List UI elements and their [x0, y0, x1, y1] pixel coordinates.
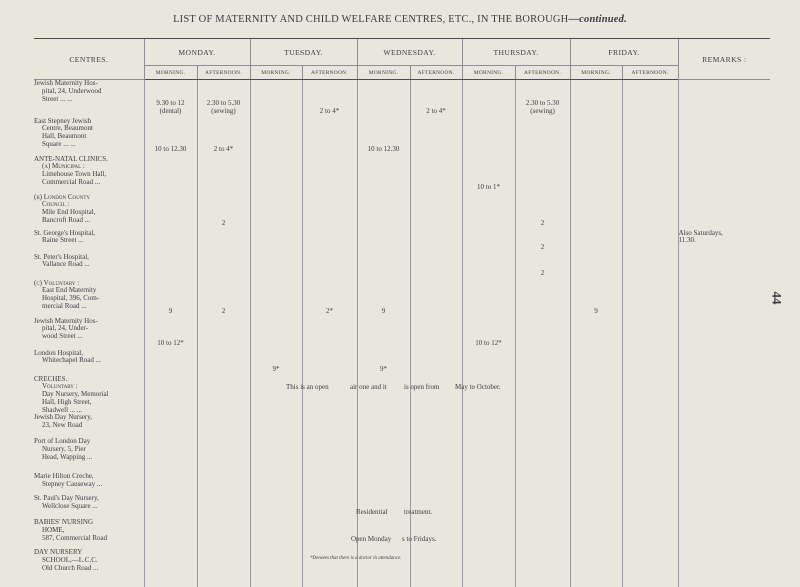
- session-cell: [144, 156, 197, 194]
- table-row: [34, 438, 770, 473]
- session-cell: [570, 80, 622, 118]
- centre-line: (b) London County: [34, 194, 144, 202]
- centre-name: [34, 414, 144, 438]
- session-cell: [197, 318, 250, 350]
- table-row: [34, 350, 770, 376]
- remark-cell: [678, 80, 770, 118]
- session-cell: [144, 549, 197, 587]
- session-cell: [357, 254, 410, 280]
- header-afternoon: AFTERNOON.: [622, 66, 678, 80]
- session-cell: [462, 118, 515, 156]
- title-text: LIST OF MATERNITY AND CHILD WELFARE CENTRES, ETC., IN THE BOROUGH: [173, 14, 568, 25]
- table-row: [34, 280, 770, 318]
- session-cell: [570, 495, 622, 519]
- centre-line: Street ... ...: [34, 96, 144, 104]
- centre-line: Raine Street ...: [34, 237, 144, 245]
- remark-cell: [678, 519, 770, 549]
- session-cell: [357, 194, 410, 230]
- centre-name: [34, 194, 144, 230]
- session-cell: [622, 194, 678, 230]
- session-cell: [250, 280, 302, 318]
- centre-line: (a) Municipal :: [34, 163, 144, 171]
- header-afternoon: AFTERNOON.: [302, 66, 357, 80]
- session-cell: 2: [197, 194, 250, 230]
- session-cell: [515, 376, 570, 415]
- session-cell: [357, 473, 410, 495]
- session-cell: [302, 438, 357, 473]
- table-row: [34, 156, 770, 194]
- session-cell: 2: [515, 194, 570, 230]
- session-cell: [570, 194, 622, 230]
- centre-line: ANTE-NATAL CLINICS.: [34, 156, 144, 164]
- centre-line: SCHOOL,—L.C.C.: [34, 557, 144, 565]
- centre-line: Hospital, 396, Com-: [34, 295, 144, 303]
- session-cell: [515, 414, 570, 438]
- centre-name: [34, 495, 144, 519]
- centre-line: St. Peter's Hospital,: [34, 254, 144, 262]
- remark-cell: [678, 280, 770, 318]
- session-cell: 2 to 4*: [302, 80, 357, 118]
- session-cell: [197, 376, 250, 415]
- table-row: [34, 230, 770, 254]
- centre-line: Marie Hilton Creche,: [34, 473, 144, 481]
- babies-note-1: Residential: [356, 508, 388, 516]
- session-cell: [197, 438, 250, 473]
- remark-cell: [678, 473, 770, 495]
- session-cell: [250, 318, 302, 350]
- centre-line: mercial Road ...: [34, 303, 144, 311]
- session-cell: [410, 473, 462, 495]
- session-cell: [250, 519, 302, 549]
- session-cell: [357, 230, 410, 254]
- session-cell: 2: [515, 230, 570, 254]
- session-cell: [622, 438, 678, 473]
- session-cell: [622, 495, 678, 519]
- dayschool-note-1: Open Monday: [351, 535, 391, 543]
- table-row: [34, 376, 770, 415]
- session-cell: 9: [144, 280, 197, 318]
- session-cell: [622, 519, 678, 549]
- remark-cell: [678, 376, 770, 415]
- centre-line: Head, Wapping ...: [34, 454, 144, 462]
- session-cell: 9*: [250, 350, 302, 376]
- centre-name: [34, 230, 144, 254]
- session-cell: [144, 438, 197, 473]
- centre-line: East End Maternity: [34, 287, 144, 295]
- centre-line: Wellclose Square ...: [34, 503, 144, 511]
- page-title: [0, 14, 800, 25]
- centre-line: Bancroft Road ...: [34, 217, 144, 225]
- centre-line: 587, Commercial Road: [34, 535, 144, 543]
- centre-line: London Hospital,: [34, 350, 144, 358]
- session-cell: [622, 318, 678, 350]
- centre-name: [34, 519, 144, 549]
- session-cell: [410, 438, 462, 473]
- remark-cell: [678, 438, 770, 473]
- session-cell: [302, 156, 357, 194]
- session-cell: [250, 118, 302, 156]
- header-morning: MORNING.: [250, 66, 302, 80]
- session-cell: [515, 473, 570, 495]
- session-cell: [462, 549, 515, 587]
- session-cell: [250, 376, 302, 415]
- session-cell: [622, 549, 678, 587]
- table-row: [34, 318, 770, 350]
- session-cell: [462, 80, 515, 118]
- session-cell: [410, 156, 462, 194]
- remark-cell: [678, 318, 770, 350]
- centre-line: Limehouse Town Hall,: [34, 171, 144, 179]
- session-cell: 9: [570, 280, 622, 318]
- session-cell: [515, 519, 570, 549]
- session-cell: [197, 473, 250, 495]
- remark-cell: [678, 495, 770, 519]
- table-row: [34, 118, 770, 156]
- session-cell: [622, 473, 678, 495]
- session-cell: [570, 350, 622, 376]
- centre-line: Vallance Road ...: [34, 261, 144, 269]
- centre-line: BABIES' NURSING: [34, 519, 144, 527]
- session-cell: [462, 495, 515, 519]
- session-cell: [570, 473, 622, 495]
- session-cell: [462, 438, 515, 473]
- title-suffix: —continued.: [568, 14, 627, 25]
- table-row: [34, 495, 770, 519]
- header-morning: MORNING.: [357, 66, 410, 80]
- header-tuesday: TUESDAY.: [250, 39, 357, 66]
- session-cell: [515, 118, 570, 156]
- session-cell: [302, 254, 357, 280]
- centre-line: Stepney Causeway ...: [34, 481, 144, 489]
- session-cell: [197, 495, 250, 519]
- session-cell: [622, 376, 678, 415]
- session-cell: [197, 414, 250, 438]
- session-cell: [622, 280, 678, 318]
- centre-line: Commercial Road ...: [34, 179, 144, 187]
- session-cell: [302, 350, 357, 376]
- centre-line: Jewish Day Nursery,: [34, 414, 144, 422]
- session-cell: [302, 495, 357, 519]
- session-cell: [410, 230, 462, 254]
- centre-line: Square ... ...: [34, 141, 144, 149]
- creche-note-4: May to October.: [455, 383, 501, 391]
- remark-cell: Also Saturdays, 11.30.: [678, 230, 770, 254]
- session-cell: [144, 254, 197, 280]
- session-cell: [570, 438, 622, 473]
- centre-line: Council :: [34, 201, 144, 209]
- centre-line: Day Nursery, Memorial: [34, 391, 144, 399]
- session-cell: [410, 194, 462, 230]
- session-cell: [515, 280, 570, 318]
- session-cell: [197, 350, 250, 376]
- session-cell: [302, 318, 357, 350]
- session-cell: [250, 473, 302, 495]
- centre-name: [34, 438, 144, 473]
- session-cell: [410, 350, 462, 376]
- session-cell: [357, 414, 410, 438]
- session-cell: [462, 230, 515, 254]
- header-afternoon: AFTERNOON.: [410, 66, 462, 80]
- centre-line: Hall, Beaumont: [34, 133, 144, 141]
- session-cell: [357, 438, 410, 473]
- centre-name: [34, 318, 144, 350]
- centre-line: Jewish Maternity Hos-: [34, 80, 144, 88]
- header-morning: MORNING.: [570, 66, 622, 80]
- session-cell: [462, 280, 515, 318]
- remark-cell: [678, 549, 770, 587]
- remark-cell: [678, 350, 770, 376]
- session-cell: [302, 473, 357, 495]
- babies-note-2: treatment.: [404, 508, 432, 516]
- header-afternoon: AFTERNOON.: [515, 66, 570, 80]
- centre-line: pital, 24, Under-: [34, 325, 144, 333]
- session-cell: [570, 156, 622, 194]
- session-cell: [570, 414, 622, 438]
- centre-name: [34, 80, 144, 118]
- session-cell: [144, 519, 197, 549]
- session-cell: 2.30 to 5.30 (sewing): [197, 80, 250, 118]
- session-cell: [250, 230, 302, 254]
- session-cell: 2 to 4*: [410, 80, 462, 118]
- session-cell: [250, 80, 302, 118]
- session-cell: [357, 376, 410, 415]
- session-cell: [462, 194, 515, 230]
- remark-cell: [678, 194, 770, 230]
- centre-line: Voluntary :: [34, 383, 144, 391]
- header-wednesday: WEDNESDAY.: [357, 39, 462, 66]
- session-cell: [515, 156, 570, 194]
- session-cell: [144, 194, 197, 230]
- session-cell: [250, 438, 302, 473]
- session-cell: [197, 156, 250, 194]
- session-cell: 2*: [302, 280, 357, 318]
- session-cell: [462, 376, 515, 415]
- session-cell: [570, 230, 622, 254]
- centre-name: [34, 473, 144, 495]
- session-cell: [462, 473, 515, 495]
- centre-name: [34, 376, 144, 415]
- session-cell: 2: [197, 280, 250, 318]
- table-row: [34, 473, 770, 495]
- centre-line: Mile End Hospital,: [34, 209, 144, 217]
- session-cell: [302, 118, 357, 156]
- session-cell: [197, 519, 250, 549]
- session-cell: [622, 414, 678, 438]
- centre-line: pital, 24, Underwood: [34, 88, 144, 96]
- session-cell: [462, 519, 515, 549]
- session-cell: [302, 194, 357, 230]
- centre-line: Jewish Maternity Hos-: [34, 318, 144, 326]
- session-cell: 9: [357, 280, 410, 318]
- session-cell: 10 to 12.30: [144, 118, 197, 156]
- centre-line: (c) Voluntary :: [34, 280, 144, 288]
- session-cell: [197, 254, 250, 280]
- session-cell: [570, 519, 622, 549]
- centre-line: Old Church Road ...: [34, 565, 144, 573]
- session-cell: [515, 350, 570, 376]
- session-cell: [570, 118, 622, 156]
- session-cell: [410, 118, 462, 156]
- session-cell: [410, 254, 462, 280]
- table-row: [34, 549, 770, 587]
- session-cell: [570, 549, 622, 587]
- centre-line: St. Paul's Day Nursery,: [34, 495, 144, 503]
- page-number: 44: [769, 292, 785, 305]
- session-cell: [250, 156, 302, 194]
- session-cell: [570, 376, 622, 415]
- session-cell: [462, 254, 515, 280]
- session-cell: 2 to 4*: [197, 118, 250, 156]
- session-cell: [462, 414, 515, 438]
- remark-cell: [678, 156, 770, 194]
- session-cell: [515, 318, 570, 350]
- session-cell: [302, 414, 357, 438]
- centre-line: Nursery, 5, Pier: [34, 446, 144, 454]
- header-monday: MONDAY.: [144, 39, 250, 66]
- creche-note-2: air one and it: [350, 383, 387, 391]
- centre-line: HOME,: [34, 527, 144, 535]
- session-cell: [357, 318, 410, 350]
- session-cell: [144, 376, 197, 415]
- centre-name: [34, 280, 144, 318]
- header-thursday: THURSDAY.: [462, 39, 570, 66]
- centre-name: [34, 118, 144, 156]
- session-cell: 9.30 to 12 (dental): [144, 80, 197, 118]
- session-cell: [515, 549, 570, 587]
- header-afternoon: AFTERNOON.: [197, 66, 250, 80]
- session-cell: [302, 230, 357, 254]
- centre-line: 23, New Road: [34, 422, 144, 430]
- session-cell: [410, 376, 462, 415]
- session-cell: 10 to 12.30: [357, 118, 410, 156]
- header-morning: MORNING.: [462, 66, 515, 80]
- centre-name: [34, 156, 144, 194]
- session-cell: [250, 414, 302, 438]
- session-cell: [250, 495, 302, 519]
- creche-note-1: This is an open: [286, 383, 329, 391]
- session-cell: [410, 318, 462, 350]
- centre-line: East Stepney Jewish: [34, 118, 144, 126]
- session-cell: [622, 230, 678, 254]
- session-cell: [570, 254, 622, 280]
- session-cell: [515, 438, 570, 473]
- session-cell: 9*: [357, 350, 410, 376]
- session-cell: [410, 414, 462, 438]
- header-morning: MORNING.: [144, 66, 197, 80]
- session-cell: [302, 519, 357, 549]
- centre-line: Shadwell ... ...: [34, 407, 144, 415]
- session-cell: [250, 194, 302, 230]
- session-cell: [197, 549, 250, 587]
- session-cell: 2: [515, 254, 570, 280]
- session-cell: [622, 156, 678, 194]
- session-cell: [622, 350, 678, 376]
- remark-cell: [678, 414, 770, 438]
- centre-name: [34, 549, 144, 587]
- table-row: [34, 80, 770, 118]
- header-remarks: REMARKS :: [678, 39, 770, 80]
- table-row: [34, 414, 770, 438]
- session-cell: [410, 549, 462, 587]
- dayschool-note-2: s to Fridays.: [402, 535, 436, 543]
- centre-line: Whitechapel Road ...: [34, 357, 144, 365]
- table-row: [34, 194, 770, 230]
- session-cell: [144, 350, 197, 376]
- remark-cell: [678, 118, 770, 156]
- table-body: [34, 80, 770, 587]
- session-cell: [622, 254, 678, 280]
- header-friday: FRIDAY.: [570, 39, 678, 66]
- session-cell: [144, 495, 197, 519]
- table-row: [34, 254, 770, 280]
- session-cell: [622, 118, 678, 156]
- session-cell: [250, 549, 302, 587]
- session-cell: [302, 376, 357, 415]
- centre-line: Port of London Day: [34, 438, 144, 446]
- centre-line: Hall, High Street,: [34, 399, 144, 407]
- session-cell: [144, 414, 197, 438]
- centre-line: CRECHES.: [34, 376, 144, 384]
- session-cell: 10 to 12*: [144, 318, 197, 350]
- centre-line: Centre, Beaumont: [34, 125, 144, 133]
- centres-table: [34, 38, 770, 587]
- session-cell: 2.30 to 5.30 (sewing): [515, 80, 570, 118]
- session-cell: [622, 80, 678, 118]
- centre-line: DAY NURSERY: [34, 549, 144, 557]
- session-cell: [144, 473, 197, 495]
- session-cell: [570, 318, 622, 350]
- session-cell: [357, 80, 410, 118]
- centre-name: [34, 254, 144, 280]
- session-cell: [515, 495, 570, 519]
- session-cell: 10 to 1*: [462, 156, 515, 194]
- centre-name: [34, 350, 144, 376]
- session-cell: 10 to 12*: [462, 318, 515, 350]
- creche-note-3: is open from: [404, 383, 439, 391]
- session-cell: [250, 254, 302, 280]
- session-cell: [197, 230, 250, 254]
- centre-line: St. George's Hospital,: [34, 230, 144, 238]
- session-cell: [462, 350, 515, 376]
- footnote: *Denotes that there is a doctor in attendance.: [310, 556, 401, 561]
- header-centres: CENTRES.: [34, 39, 144, 80]
- session-cell: [410, 280, 462, 318]
- remark-cell: [678, 254, 770, 280]
- session-cell: [144, 230, 197, 254]
- session-cell: [357, 156, 410, 194]
- centre-line: wood Street ...: [34, 333, 144, 341]
